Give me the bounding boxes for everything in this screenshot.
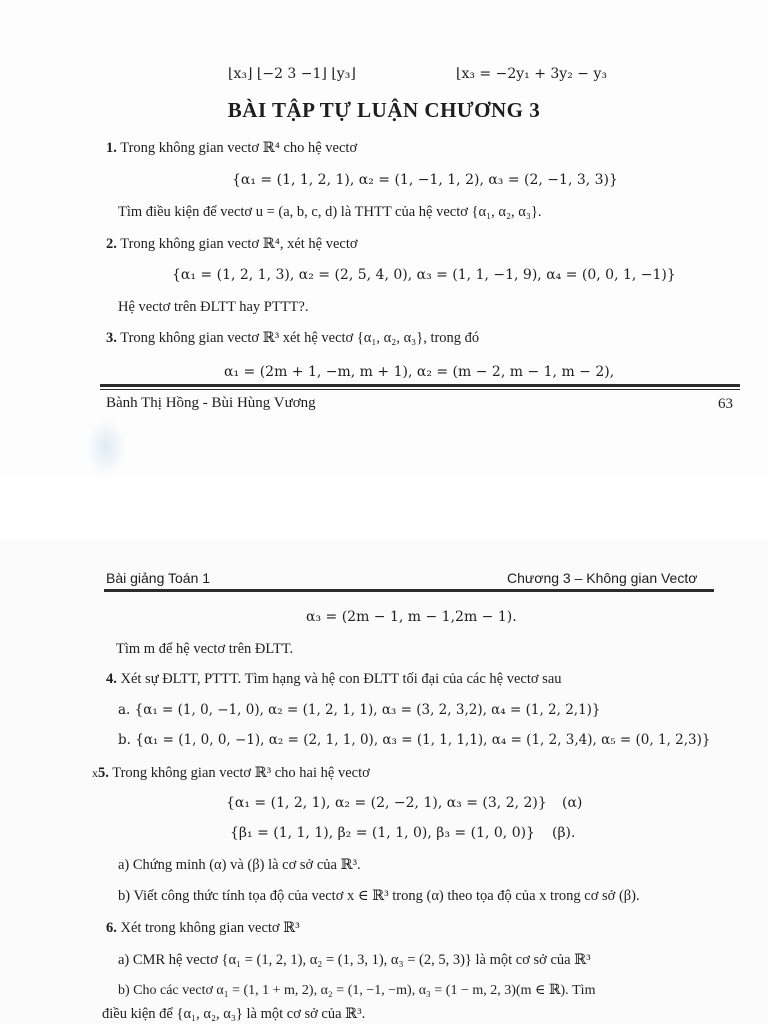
page-number: 63 (718, 396, 733, 412)
exercise-5-basis-beta: {β₁ = (1, 1, 1), β₂ = (1, 1, 0), β₃ = (1, 0, 0)} (230, 825, 535, 841)
page-gap (0, 478, 768, 540)
exercise-number: 3. (106, 330, 117, 346)
exercise-6-intro (106, 920, 300, 937)
exercise-1-system: {α₁ = (1, 1, 2, 1), α₂ = (1, −1, 1, 2), α₃ = (2, −1, 3, 3)} (232, 172, 618, 188)
exercise-1-intro (106, 140, 357, 157)
exercise-5b: b) Viết công thức tính tọa độ của vectơ x ∈ ℝ³ trong (α) theo tọa độ của x trong cơ sở (β). (118, 888, 640, 904)
exercise-text: Xét sự ĐLTT, PTTT. Tìm hạng và hệ con ĐLTT tối đại của các hệ vectơ sau (120, 671, 562, 687)
exercise-3-intro (106, 330, 479, 347)
running-header-left: Bài giảng Toán 1 (106, 570, 211, 586)
exercise-6b-line2: điều kiện để {α₁, α₂, α₃} là một cơ sở của ℝ³. (102, 1006, 366, 1022)
footer-rule-thin (100, 389, 740, 390)
basis-alpha-tag: (α) (562, 795, 583, 811)
exercise-number: 6. (106, 920, 117, 936)
chapter-exercise-title: BÀI TẬP TỰ LUẬN CHƯƠNG 3 (227, 98, 541, 122)
exercise-3-alpha-1-2: α₁ = (2m + 1, −m, m + 1), α₂ = (m − 2, m − 1, m − 2), (224, 364, 615, 380)
exercise-6a: a) CMR hệ vectơ {α₁ = (1, 2, 1), α₂ = (1, 3, 1), α₃ = (2, 5, 3)} là một cơ sở của ℝ³ (118, 952, 591, 968)
scan-page-next (0, 540, 768, 1024)
equation-fragment: ⌊x₃ = −2y₁ + 3y₂ − y₃ (456, 66, 607, 82)
handwritten-mark: x (92, 766, 98, 780)
exercise-4b: b. {α₁ = (1, 0, 0, −1), α₂ = (2, 1, 1, 0), α₃ = (1, 1, 1,1), α₄ = (1, 2, 3,4), α₅ = (0, 1, 2,3)} (118, 732, 711, 748)
exercise-2-task: Hệ vectơ trên ĐLTT hay PTTT?. (118, 299, 309, 315)
exercise-text: Trong không gian vectơ ℝ³ cho hai hệ vectơ (112, 765, 370, 781)
exercise-4a: a. {α₁ = (1, 0, −1, 0), α₂ = (1, 2, 1, 1), α₃ = (3, 2, 3,2), α₄ = (1, 2, 2,1)} (118, 702, 601, 718)
exercise-5-intro (92, 765, 370, 782)
footer-rule (100, 384, 740, 387)
scan-smudge (86, 418, 126, 476)
exercise-2-system: {α₁ = (1, 2, 1, 3), α₂ = (2, 5, 4, 0), α₃ = (1, 1, −1, 9), α₄ = (0, 0, 1, −1)} (172, 267, 676, 283)
basis-beta-tag: (β). (552, 825, 576, 841)
exercise-1-task: Tìm điều kiện để vectơ u = (a, b, c, d) là THTT của hệ vectơ {α₁, α₂, α₃}. (118, 204, 542, 220)
exercise-3-task: Tìm m để hệ vectơ trên ĐLTT. (116, 641, 294, 657)
exercise-2-intro (106, 236, 358, 253)
exercise-text: Trong không gian vectơ ℝ⁴, xét hệ vectơ (120, 236, 358, 252)
exercise-number: 5. (98, 765, 109, 781)
matrix-fragment: ⌊x₃⌋ ⌊−2 3 −1⌋ ⌊y₃⌋ (228, 66, 356, 82)
exercise-number: 1. (106, 140, 117, 156)
exercise-text: Trong không gian vectơ ℝ³ xét hệ vectơ {α₁, α₂, α₃}, trong đó (120, 330, 480, 346)
scan-page-63 (0, 0, 768, 478)
running-header-right: Chương 3 – Không gian Vectơ (507, 570, 698, 586)
exercise-4-intro (106, 671, 562, 688)
exercise-number: 4. (106, 671, 117, 687)
header-rule (104, 589, 714, 592)
exercise-3-alpha-3: α₃ = (2m − 1, m − 1,2m − 1). (306, 609, 517, 625)
exercise-number: 2. (106, 236, 117, 252)
footer-authors: Bành Thị Hồng - Bùi Hùng Vương (106, 395, 316, 411)
exercise-5a: a) Chứng minh (α) và (β) là cơ sở của ℝ³. (118, 857, 361, 873)
exercise-5-basis-alpha: {α₁ = (1, 2, 1), α₂ = (2, −2, 1), α₃ = (3, 2, 2)} (226, 795, 547, 811)
exercise-6b-line1: b) Cho các vectơ α₁ = (1, 1 + m, 2), α₂ = (1, −1, −m), α₃ = (1 − m, 2, 3)(m ∈ ℝ). Tìm (118, 983, 596, 998)
exercise-text: Trong không gian vectơ ℝ⁴ cho hệ vectơ (120, 140, 358, 156)
exercise-text: Xét trong không gian vectơ ℝ³ (120, 920, 300, 936)
